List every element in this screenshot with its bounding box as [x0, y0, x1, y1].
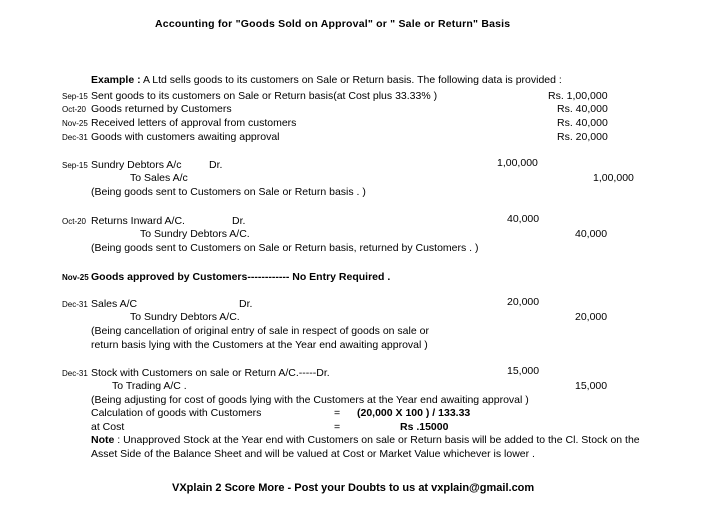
entry-credit-amount: 1,00,000 [593, 172, 634, 184]
note-text: : Unapproved Stock at the Year end with Customers on sale or Return basis will be added to the Cl. Stock on the [117, 434, 640, 446]
entry-debit-account: Sales A/C [91, 298, 138, 310]
entry-debit-amount: 15,000 [507, 365, 540, 377]
example-row-amount: Rs. 40,000 [557, 117, 608, 129]
entry-credit-amount: 15,000 [575, 380, 608, 392]
example-intro [91, 74, 562, 86]
entry-date: Sep-15 [62, 161, 88, 170]
calculation-equals: = [334, 407, 341, 419]
entry-date: Dec-31 [62, 300, 88, 309]
entry-date: Nov-25 [62, 273, 89, 282]
entry-narration: (Being adjusting for cost of goods lying with the Customers at the Year end awaiting approval ) [91, 394, 529, 406]
example-row-amount: Rs. 1,00,000 [548, 90, 608, 102]
example-text: A Ltd sells goods to its customers on Sale or Return basis. The following data is provided : [142, 74, 562, 86]
calculation-value: (20,000 X 100 ) / 133.33 [357, 407, 471, 419]
note-line: Asset Side of the Balance Sheet and will be valued at Cost or Market Value whichever is lower . [91, 448, 535, 460]
entry-credit-account: To Sundry Debtors A/C. [130, 311, 240, 323]
page-title: Accounting for "Goods Sold on Approval" or " Sale or Return" Basis [155, 18, 511, 30]
entry-narration: return basis lying with the Customers at the Year end awaiting approval ) [91, 339, 428, 351]
example-date: Sep-15 [62, 92, 88, 101]
example-row-amount: Rs. 20,000 [557, 131, 608, 143]
entry-debit-amount: 1,00,000 [497, 157, 538, 169]
entry-credit-amount: 40,000 [575, 228, 608, 240]
example-date: Nov-25 [62, 119, 88, 128]
note-line [91, 434, 640, 446]
entry-debit-account: Sundry Debtors A/c [91, 159, 182, 171]
entry-dr-label: Dr. [232, 215, 246, 227]
no-entry-note: Goods approved by Customers------------ No Entry Required . [91, 271, 391, 283]
entry-debit-account: Returns Inward A/C. [91, 215, 185, 227]
entry-date: Oct-20 [62, 217, 87, 226]
entry-debit-account: Stock with Customers on sale or Return A/C.-----Dr. [91, 367, 330, 379]
entry-credit-amount: 20,000 [575, 311, 608, 323]
example-label: Example : [91, 74, 141, 86]
cost-label: at Cost [91, 421, 125, 433]
entry-dr-label: Dr. [209, 159, 223, 171]
entry-debit-amount: 40,000 [507, 213, 540, 225]
entry-credit-account: To Sales A/c [130, 172, 188, 184]
cost-value: Rs .15000 [400, 421, 449, 433]
entry-credit-account: To Sundry Debtors A/C. [140, 228, 250, 240]
example-row-text: Sent goods to its customers on Sale or Return basis(at Cost plus 33.33% ) [91, 90, 438, 102]
example-date: Dec-31 [62, 133, 88, 142]
entry-credit-account: To Trading A/C . [112, 380, 187, 392]
entry-narration: (Being cancellation of original entry of sale in respect of goods on sale or [91, 325, 429, 337]
cost-equals: = [334, 421, 341, 433]
footer-text: VXplain 2 Score More - Post your Doubts to us at vxplain@gmail.com [172, 482, 535, 494]
example-row-text: Received letters of approval from customers [91, 117, 297, 129]
example-row-text: Goods with customers awaiting approval [91, 131, 280, 143]
note-label: Note [91, 434, 115, 446]
example-row-text: Goods returned by Customers [91, 103, 232, 115]
example-row-amount: Rs. 40,000 [557, 103, 608, 115]
entry-narration: (Being goods sent to Customers on Sale or Return basis . ) [91, 186, 366, 198]
entry-narration: (Being goods sent to Customers on Sale or Return basis, returned by Customers . ) [91, 242, 479, 254]
entry-dr-label: Dr. [239, 298, 253, 310]
entry-debit-amount: 20,000 [507, 296, 540, 308]
calculation-label: Calculation of goods with Customers [91, 407, 262, 419]
example-date: Oct-20 [62, 105, 87, 114]
entry-date: Dec-31 [62, 369, 88, 378]
